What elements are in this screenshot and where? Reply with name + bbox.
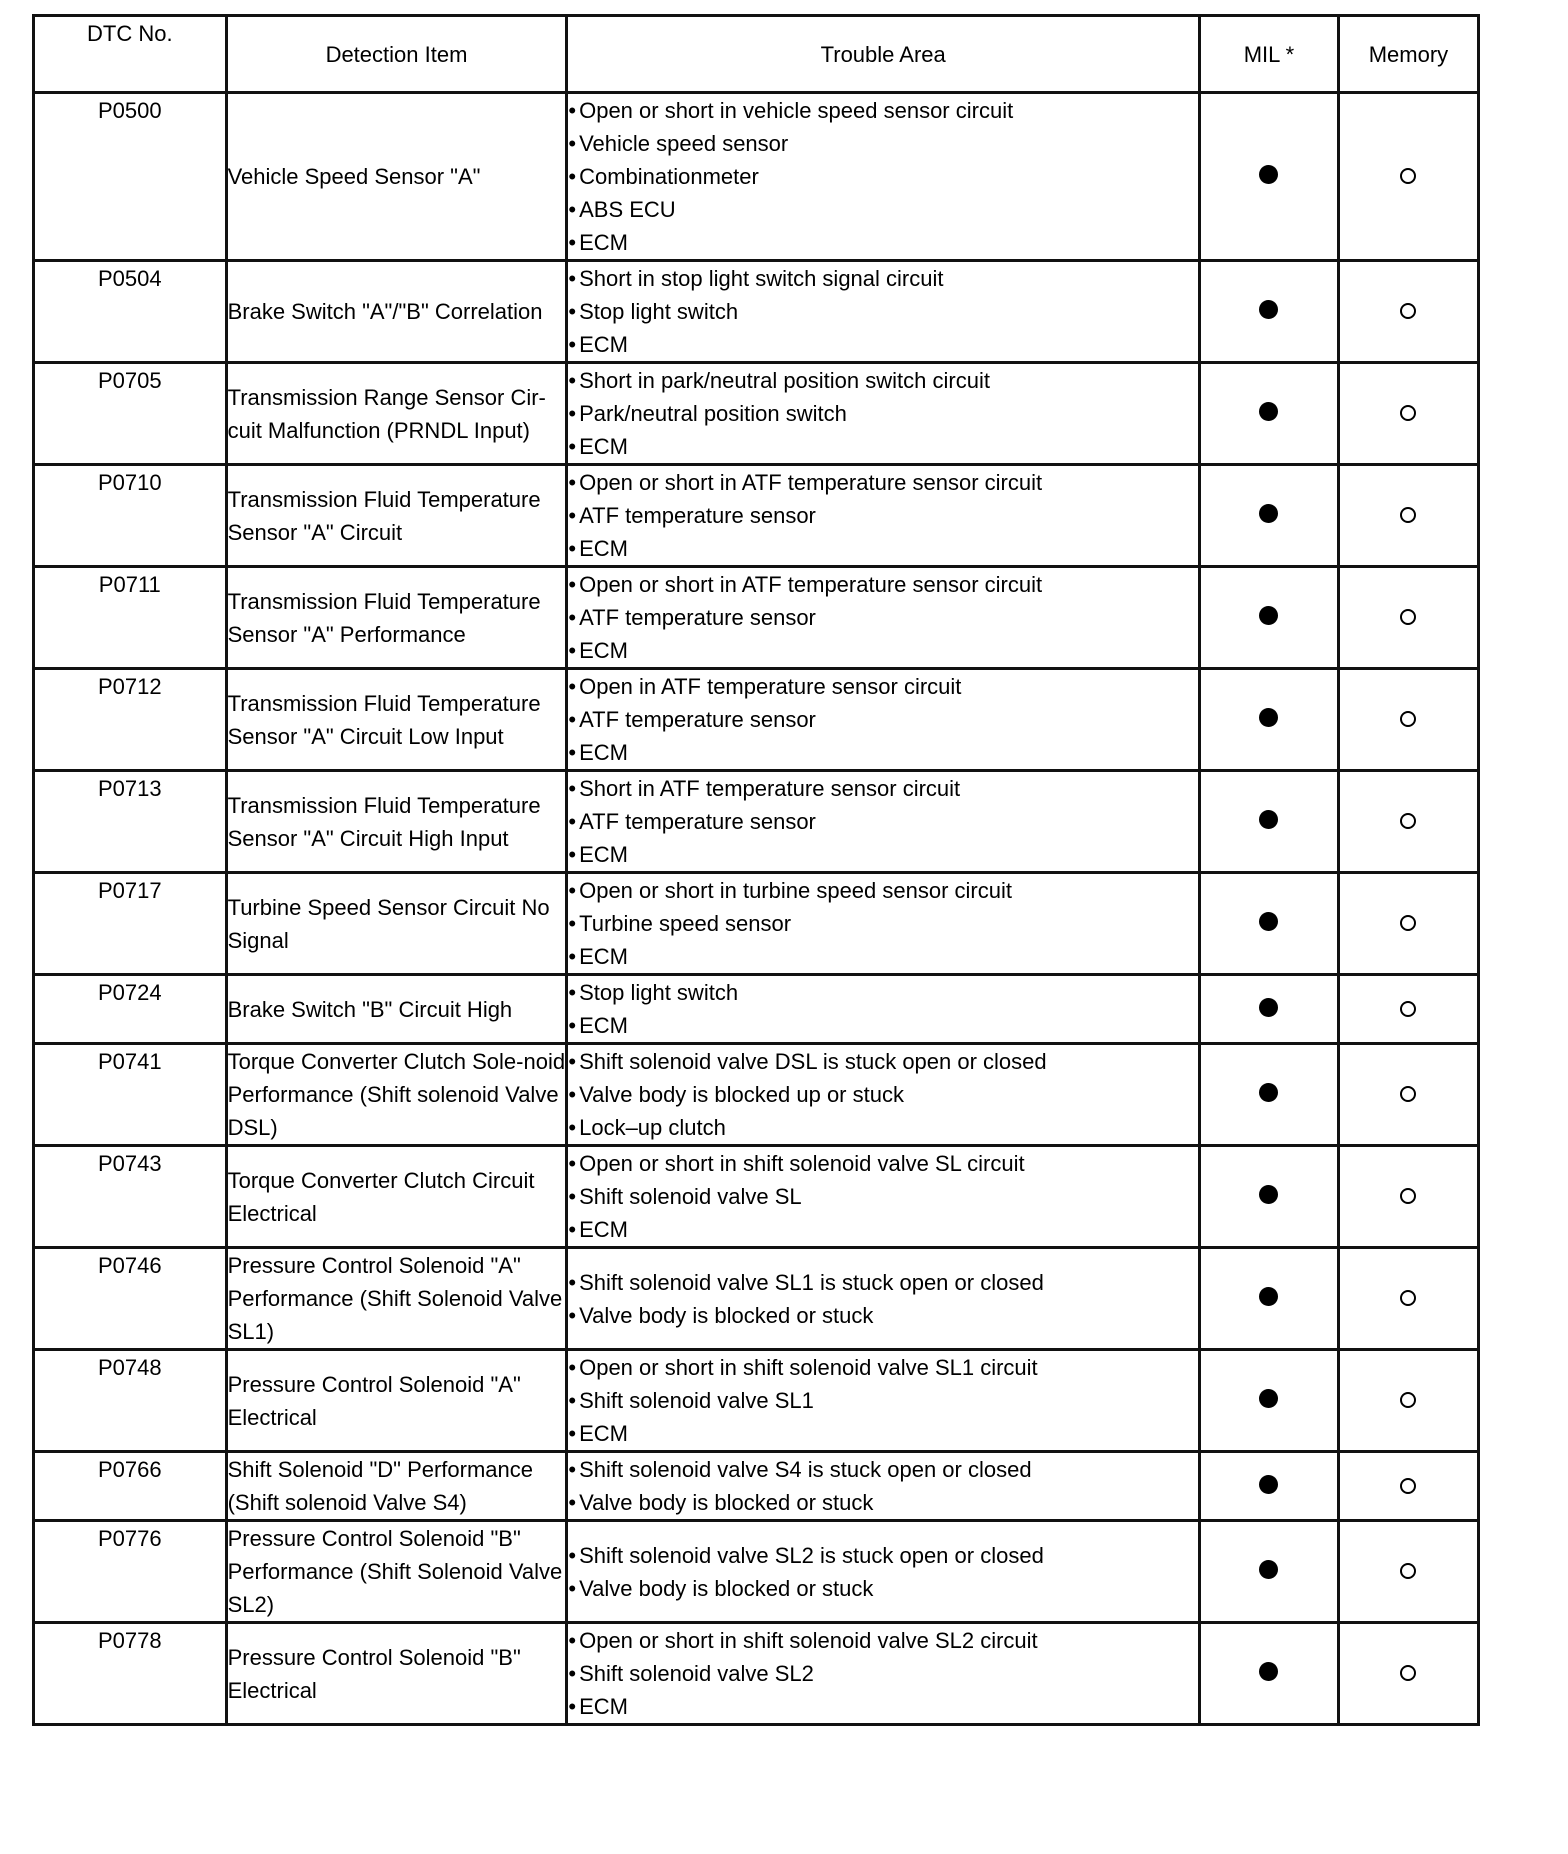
- trouble-area-item: • Valve body is blocked up or stuck: [568, 1078, 1198, 1111]
- header-memory: Memory: [1338, 16, 1478, 93]
- detection-item: Transmission Fluid Temperature Sensor "A" Circuit High Input: [226, 771, 567, 873]
- mil-cell: [1200, 669, 1339, 771]
- trouble-area-item: • Lock–up clutch: [568, 1111, 1198, 1144]
- mil-cell: [1200, 1623, 1339, 1725]
- detection-item: Shift Solenoid "D" Performance (Shift solenoid Valve S4): [226, 1452, 567, 1521]
- trouble-area-list: [568, 364, 1198, 463]
- detection-item: Transmission Fluid Temperature Sensor "A" Performance: [226, 567, 567, 669]
- trouble-area: [567, 261, 1200, 363]
- mil-cell: [1200, 1044, 1339, 1146]
- dtc-code: P0776: [34, 1521, 227, 1623]
- trouble-area-item: • Valve body is blocked or stuck: [568, 1486, 1198, 1519]
- trouble-area-list: [568, 466, 1198, 565]
- mil-on-filled-circle-icon: [1259, 1083, 1278, 1102]
- trouble-area-item: • Shift solenoid valve SL: [568, 1180, 1198, 1213]
- dtc-code: P0766: [34, 1452, 227, 1521]
- trouble-area-item: • Combinationmeter: [568, 160, 1198, 193]
- detection-item: Pressure Control Solenoid "A" Performance (Shift Solenoid Valve SL1): [226, 1248, 567, 1350]
- trouble-area: [567, 1623, 1200, 1725]
- dtc-table: [32, 14, 1480, 1726]
- memory-cell: [1338, 1623, 1478, 1725]
- header-dtc-no: DTC No.: [34, 16, 227, 93]
- trouble-area-item: • Open in ATF temperature sensor circuit: [568, 670, 1198, 703]
- detection-item: Pressure Control Solenoid "B" Performance (Shift Solenoid Valve SL2): [226, 1521, 567, 1623]
- trouble-area-list: [568, 1147, 1198, 1246]
- table-row: [34, 1146, 1479, 1248]
- trouble-area: [567, 93, 1200, 261]
- trouble-area-item: • Open or short in turbine speed sensor circuit: [568, 874, 1198, 907]
- mil-on-filled-circle-icon: [1259, 1662, 1278, 1681]
- trouble-area-item: • ATF temperature sensor: [568, 703, 1198, 736]
- memory-stored-open-circle-icon: [1400, 1086, 1416, 1102]
- trouble-area-item: • Open or short in shift solenoid valve SL1 circuit: [568, 1351, 1198, 1384]
- trouble-area: [567, 1146, 1200, 1248]
- trouble-area-item: • Valve body is blocked or stuck: [568, 1572, 1198, 1605]
- memory-stored-open-circle-icon: [1400, 1563, 1416, 1579]
- table-body: [34, 93, 1479, 1725]
- mil-cell: [1200, 567, 1339, 669]
- memory-stored-open-circle-icon: [1400, 303, 1416, 319]
- table-row: [34, 669, 1479, 771]
- table-row: [34, 363, 1479, 465]
- detection-item: Torque Converter Clutch Circuit Electrical: [226, 1146, 567, 1248]
- mil-on-filled-circle-icon: [1259, 1287, 1278, 1306]
- dtc-code: P0500: [34, 93, 227, 261]
- trouble-area: [567, 1248, 1200, 1350]
- trouble-area-item: • Valve body is blocked or stuck: [568, 1299, 1198, 1332]
- trouble-area-item: • Open or short in vehicle speed sensor circuit: [568, 94, 1198, 127]
- detection-item: Transmission Range Sensor Cir-cuit Malfunction (PRNDL Input): [226, 363, 567, 465]
- trouble-area-item: • ECM: [568, 940, 1198, 973]
- trouble-area-list: [568, 772, 1198, 871]
- trouble-area-item: • Short in stop light switch signal circuit: [568, 262, 1198, 295]
- dtc-code: P0712: [34, 669, 227, 771]
- mil-cell: [1200, 873, 1339, 975]
- dtc-code: P0743: [34, 1146, 227, 1248]
- memory-stored-open-circle-icon: [1400, 405, 1416, 421]
- header-mil: MIL *: [1200, 16, 1339, 93]
- trouble-area-item: • Open or short in shift solenoid valve SL2 circuit: [568, 1624, 1198, 1657]
- memory-stored-open-circle-icon: [1400, 1290, 1416, 1306]
- memory-cell: [1338, 1248, 1478, 1350]
- mil-on-filled-circle-icon: [1259, 1185, 1278, 1204]
- mil-on-filled-circle-icon: [1259, 998, 1278, 1017]
- detection-item: Pressure Control Solenoid "A" Electrical: [226, 1350, 567, 1452]
- mil-cell: [1200, 93, 1339, 261]
- memory-stored-open-circle-icon: [1400, 168, 1416, 184]
- table-row: [34, 1044, 1479, 1146]
- trouble-area-item: • ECM: [568, 532, 1198, 565]
- trouble-area-item: • ECM: [568, 1009, 1198, 1042]
- table-row: [34, 1623, 1479, 1725]
- mil-on-filled-circle-icon: [1259, 1475, 1278, 1494]
- mil-cell: [1200, 1248, 1339, 1350]
- mil-cell: [1200, 1350, 1339, 1452]
- trouble-area-item: • Shift solenoid valve SL2: [568, 1657, 1198, 1690]
- memory-cell: [1338, 1452, 1478, 1521]
- trouble-area-list: [568, 568, 1198, 667]
- dtc-code: P0717: [34, 873, 227, 975]
- trouble-area-item: • ECM: [568, 1690, 1198, 1723]
- trouble-area-item: • Short in park/neutral position switch circuit: [568, 364, 1198, 397]
- detection-item: Vehicle Speed Sensor "A": [226, 93, 567, 261]
- table-row: [34, 1452, 1479, 1521]
- dtc-code: P0504: [34, 261, 227, 363]
- memory-stored-open-circle-icon: [1400, 711, 1416, 727]
- trouble-area: [567, 873, 1200, 975]
- mil-on-filled-circle-icon: [1259, 810, 1278, 829]
- table-row: [34, 873, 1479, 975]
- mil-on-filled-circle-icon: [1259, 1389, 1278, 1408]
- trouble-area-item: • ECM: [568, 634, 1198, 667]
- trouble-area-item: • Turbine speed sensor: [568, 907, 1198, 940]
- dtc-code: P0705: [34, 363, 227, 465]
- trouble-area-item: • ECM: [568, 1213, 1198, 1246]
- memory-stored-open-circle-icon: [1400, 507, 1416, 523]
- mil-cell: [1200, 1452, 1339, 1521]
- dtc-code: P0711: [34, 567, 227, 669]
- trouble-area: [567, 465, 1200, 567]
- mil-cell: [1200, 771, 1339, 873]
- header-row: [34, 16, 1479, 93]
- mil-on-filled-circle-icon: [1259, 504, 1278, 523]
- header-detection-item: Detection Item: [226, 16, 567, 93]
- mil-cell: [1200, 1521, 1339, 1623]
- table-row: [34, 1248, 1479, 1350]
- table-row: [34, 567, 1479, 669]
- memory-cell: [1338, 1521, 1478, 1623]
- dtc-code: P0748: [34, 1350, 227, 1452]
- trouble-area-list: [568, 94, 1198, 259]
- memory-stored-open-circle-icon: [1400, 1001, 1416, 1017]
- trouble-area-item: • ECM: [568, 226, 1198, 259]
- trouble-area-item: • Shift solenoid valve SL2 is stuck open or closed: [568, 1539, 1198, 1572]
- table-row: [34, 465, 1479, 567]
- memory-cell: [1338, 261, 1478, 363]
- memory-cell: [1338, 1350, 1478, 1452]
- trouble-area-item: • ECM: [568, 838, 1198, 871]
- trouble-area-item: • Vehicle speed sensor: [568, 127, 1198, 160]
- trouble-area-list: [568, 976, 1198, 1042]
- table-row: [34, 93, 1479, 261]
- trouble-area: [567, 669, 1200, 771]
- dtc-code: P0724: [34, 975, 227, 1044]
- trouble-area: [567, 1044, 1200, 1146]
- trouble-area-list: [568, 1453, 1198, 1519]
- detection-item: Pressure Control Solenoid "B" Electrical: [226, 1623, 567, 1725]
- memory-cell: [1338, 873, 1478, 975]
- trouble-area-item: • ABS ECU: [568, 193, 1198, 226]
- trouble-area-item: • Stop light switch: [568, 976, 1198, 1009]
- trouble-area-item: • Shift solenoid valve SL1 is stuck open or closed: [568, 1266, 1198, 1299]
- table-row: [34, 771, 1479, 873]
- trouble-area-item: • Open or short in ATF temperature sensor circuit: [568, 466, 1198, 499]
- memory-stored-open-circle-icon: [1400, 813, 1416, 829]
- table-row: [34, 975, 1479, 1044]
- detection-item: Torque Converter Clutch Sole-noid Performance (Shift solenoid Valve DSL): [226, 1044, 567, 1146]
- mil-on-filled-circle-icon: [1259, 912, 1278, 931]
- trouble-area-list: [568, 1266, 1198, 1332]
- trouble-area-list: [568, 1045, 1198, 1144]
- trouble-area-item: • ECM: [568, 1417, 1198, 1450]
- dtc-code: P0713: [34, 771, 227, 873]
- memory-cell: [1338, 1146, 1478, 1248]
- detection-item: Transmission Fluid Temperature Sensor "A" Circuit Low Input: [226, 669, 567, 771]
- mil-on-filled-circle-icon: [1259, 708, 1278, 727]
- trouble-area-item: • Park/neutral position switch: [568, 397, 1198, 430]
- mil-cell: [1200, 975, 1339, 1044]
- memory-stored-open-circle-icon: [1400, 1392, 1416, 1408]
- trouble-area-list: [568, 874, 1198, 973]
- trouble-area-item: • ATF temperature sensor: [568, 601, 1198, 634]
- dtc-code: P0741: [34, 1044, 227, 1146]
- mil-on-filled-circle-icon: [1259, 402, 1278, 421]
- trouble-area: [567, 1521, 1200, 1623]
- trouble-area-item: • ECM: [568, 328, 1198, 361]
- trouble-area-item: • Shift solenoid valve SL1: [568, 1384, 1198, 1417]
- memory-cell: [1338, 771, 1478, 873]
- trouble-area-list: [568, 1624, 1198, 1723]
- dtc-code: P0710: [34, 465, 227, 567]
- memory-stored-open-circle-icon: [1400, 915, 1416, 931]
- dtc-code: P0778: [34, 1623, 227, 1725]
- trouble-area-list: [568, 1351, 1198, 1450]
- mil-cell: [1200, 261, 1339, 363]
- memory-cell: [1338, 1044, 1478, 1146]
- memory-stored-open-circle-icon: [1400, 1665, 1416, 1681]
- trouble-area-item: • Shift solenoid valve DSL is stuck open or closed: [568, 1045, 1198, 1078]
- memory-stored-open-circle-icon: [1400, 1478, 1416, 1494]
- detection-item: Brake Switch "B" Circuit High: [226, 975, 567, 1044]
- detection-item: Transmission Fluid Temperature Sensor "A" Circuit: [226, 465, 567, 567]
- detection-item: Turbine Speed Sensor Circuit No Signal: [226, 873, 567, 975]
- trouble-area-item: • ECM: [568, 736, 1198, 769]
- memory-cell: [1338, 975, 1478, 1044]
- detection-item: Brake Switch "A"/"B" Correlation: [226, 261, 567, 363]
- trouble-area: [567, 975, 1200, 1044]
- trouble-area-item: • ECM: [568, 430, 1198, 463]
- trouble-area-item: • Short in ATF temperature sensor circuit: [568, 772, 1198, 805]
- mil-cell: [1200, 363, 1339, 465]
- mil-on-filled-circle-icon: [1259, 165, 1278, 184]
- memory-stored-open-circle-icon: [1400, 609, 1416, 625]
- mil-cell: [1200, 1146, 1339, 1248]
- memory-cell: [1338, 93, 1478, 261]
- table-row: [34, 1521, 1479, 1623]
- table-row: [34, 1350, 1479, 1452]
- mil-on-filled-circle-icon: [1259, 606, 1278, 625]
- memory-stored-open-circle-icon: [1400, 1188, 1416, 1204]
- memory-cell: [1338, 567, 1478, 669]
- trouble-area-item: • ATF temperature sensor: [568, 499, 1198, 532]
- trouble-area: [567, 1452, 1200, 1521]
- mil-cell: [1200, 465, 1339, 567]
- memory-cell: [1338, 669, 1478, 771]
- trouble-area-list: [568, 1539, 1198, 1605]
- table-row: [34, 261, 1479, 363]
- trouble-area: [567, 567, 1200, 669]
- trouble-area-item: • Shift solenoid valve S4 is stuck open or closed: [568, 1453, 1198, 1486]
- trouble-area-item: • Stop light switch: [568, 295, 1198, 328]
- trouble-area: [567, 363, 1200, 465]
- dtc-code: P0746: [34, 1248, 227, 1350]
- mil-on-filled-circle-icon: [1259, 1560, 1278, 1579]
- trouble-area: [567, 1350, 1200, 1452]
- trouble-area-item: • Open or short in shift solenoid valve SL circuit: [568, 1147, 1198, 1180]
- header-trouble-area: Trouble Area: [567, 16, 1200, 93]
- trouble-area-list: [568, 670, 1198, 769]
- trouble-area-list: [568, 262, 1198, 361]
- memory-cell: [1338, 465, 1478, 567]
- trouble-area-item: • Open or short in ATF temperature sensor circuit: [568, 568, 1198, 601]
- trouble-area: [567, 771, 1200, 873]
- memory-cell: [1338, 363, 1478, 465]
- trouble-area-item: • ATF temperature sensor: [568, 805, 1198, 838]
- mil-on-filled-circle-icon: [1259, 300, 1278, 319]
